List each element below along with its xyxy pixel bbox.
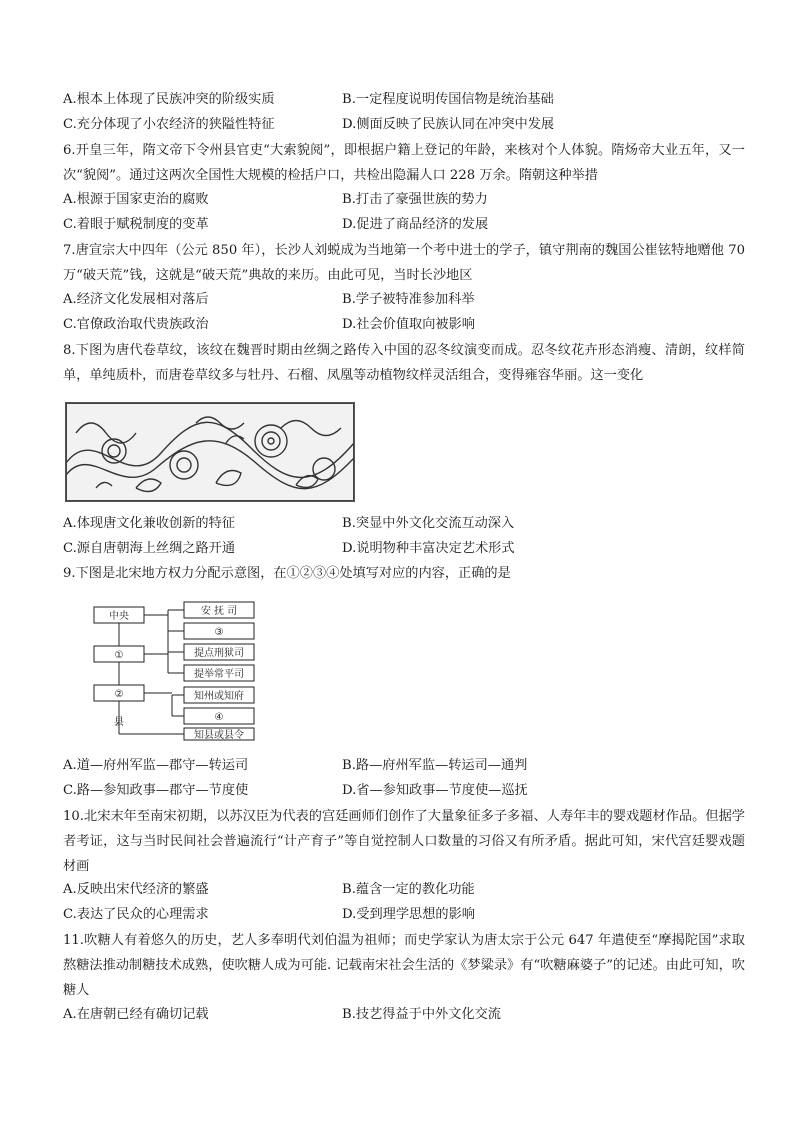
q10-option-a[interactable]: A.反映出宋代经济的繁盛	[63, 882, 209, 897]
q11-stem: 11.吹糖人有着悠久的历史，艺人多奉明代刘伯温为祖师；而史学家认为唐太宗于公元 647 年遣使至“摩揭陀国”求取熬糖法推动制糖技术成熟，使吹糖人成为可能. 记载南宋社会生活的《梦粱录》有“吹糖麻婆子”的记述。由此可知，吹糖人	[63, 933, 745, 998]
q10-option-c[interactable]: C.表达了民众的心理需求	[63, 907, 209, 922]
q5-option-d[interactable]: D.侧面反映了民族认同在冲突中发展	[342, 117, 555, 132]
diagram-label-blank-3: ③	[214, 627, 224, 638]
q10-options-row-2	[63, 904, 743, 926]
diagram-label-blank-2: ②	[114, 689, 124, 700]
q11-option-a[interactable]: A.在唐朝已经有确切记载	[63, 1007, 209, 1022]
q6-options-row-1	[63, 189, 743, 211]
song-local-power-diagram	[88, 601, 268, 741]
q11-options-row-1	[63, 1004, 743, 1026]
diagram-label-central: 中央	[109, 611, 129, 622]
q5-option-a[interactable]: A.根本上体现了民族冲突的阶级实质	[63, 92, 275, 107]
q7-option-c[interactable]: C.官僚政治取代贵族政治	[63, 317, 209, 332]
q7-stem: 7.唐宣宗大中四年（公元 850 年），长沙人刘蜕成为当地第一个考中进士的学子，镇守荆南的魏国公崔铉特地赠他 70 万“破天荒”钱，这就是“破天荒”典故的来历。由此可见，当时长沙地区	[63, 243, 745, 283]
q6-option-b[interactable]: B.打击了豪强世族的势力	[342, 192, 488, 207]
power-structure-diagram	[88, 601, 268, 741]
diagram-label-tiju-changping: 提举常平司	[194, 669, 244, 680]
q7-option-a[interactable]: A.经济文化发展相对落后	[63, 292, 209, 307]
q6-option-c[interactable]: C.着眼于赋税制度的变革	[63, 217, 209, 232]
q11-option-b[interactable]: B.技艺得益于中外文化交流	[342, 1007, 501, 1022]
q5-options-row-1	[63, 89, 743, 111]
q9-option-d[interactable]: D.省—参知政事—节度使—巡抚	[342, 783, 528, 798]
q5-options-row-2	[63, 114, 743, 136]
diagram-label-zhixian: 知县或县令	[194, 730, 244, 741]
q6-stem: 6.开皇三年，隋文帝下令州县官吏“大索貌阅”，即根据户籍上登记的年龄，来核对个人体貌。隋炀帝大业五年，又一次“貌阅”。通过这两次全国性大规模的检括户口，共检出隐漏人口 228 万余。隋朝这种举措	[63, 143, 745, 183]
q7-options-row-2	[63, 314, 743, 336]
q8-options-row-1	[63, 513, 743, 535]
q8-option-b[interactable]: B.突显中外文化交流互动深入	[342, 516, 515, 531]
q6-options-row-2	[63, 214, 743, 236]
q6-option-d[interactable]: D.促进了商品经济的发展	[342, 217, 489, 232]
q7-options-row-1	[63, 289, 743, 311]
q10-option-d[interactable]: D.受到理学思想的影响	[342, 907, 475, 922]
q8-option-d[interactable]: D.说明物种丰富决定艺术形式	[342, 541, 515, 556]
q9-stem: 9.下图是北宋地方权力分配示意图，在①②③④处填写对应的内容，正确的是	[63, 566, 511, 581]
q10-stem: 10.北宋末年至南宋初期，以苏汉臣为代表的宫廷画师们创作了大量象征多子多福、人寿年丰的婴戏题材作品。但据学者考证，这与当时民间社会普遍流行“计产育子”等自觉控制人口数量的习俗又有所矛盾。据此可知，宋代宫廷婴戏题材画	[63, 809, 745, 874]
q9-options-row-1	[63, 755, 743, 777]
q8-option-c[interactable]: C.源自唐朝海上丝绸之路开通	[63, 541, 236, 556]
q8-stem: 8.下图为唐代卷草纹，该纹在魏晋时期由丝绸之路传入中国的忍冬纹演变而成。忍冬纹花卉形态消瘦、清朗，纹样简单，单纯质朴，而唐卷草纹多与牡丹、石榴、凤凰等动植物纹样灵活组合，变得雍容华丽。这一变化	[63, 343, 745, 383]
diagram-label-county: 县	[114, 717, 124, 728]
q5-option-b[interactable]: B.一定程度说明传国信物是统治基础	[342, 92, 554, 107]
diagram-label-blank-4: ④	[214, 712, 224, 723]
diagram-label-zhizhou: 知州或知府	[194, 691, 244, 702]
q7-option-b[interactable]: B.学子被特准参加科举	[342, 292, 475, 307]
q5-option-c[interactable]: C.充分体现了小农经济的狭隘性特征	[63, 117, 275, 132]
q8-options-row-2	[63, 538, 743, 560]
q10-option-b[interactable]: B.蕴含一定的教化功能	[342, 882, 475, 897]
q9-options-row-2	[63, 780, 743, 802]
q9-option-b[interactable]: B.路—府州军监—转运司—通判	[342, 758, 528, 773]
scroll-pattern-illustration	[66, 403, 354, 501]
q9-option-a[interactable]: A.道—府州军监—郡守—转运司	[63, 758, 249, 773]
q7-option-d[interactable]: D.社会价值取向被影响	[342, 317, 475, 332]
q6-option-a[interactable]: A.根源于国家吏治的腐败	[63, 192, 209, 207]
diagram-label-blank-1: ①	[114, 650, 124, 661]
tang-scroll-pattern-figure	[65, 402, 355, 502]
q8-option-a[interactable]: A.体现唐文化兼收创新的特征	[63, 516, 235, 531]
q10-options-row-1	[63, 879, 743, 901]
q9-option-c[interactable]: C.路—参知政事—郡守—节度使	[63, 783, 249, 798]
q9-stem-row	[63, 563, 743, 585]
diagram-label-tidian-xingyu: 提点刑狱司	[194, 648, 244, 659]
diagram-label-anfusi: 安 抚 司	[200, 606, 238, 617]
